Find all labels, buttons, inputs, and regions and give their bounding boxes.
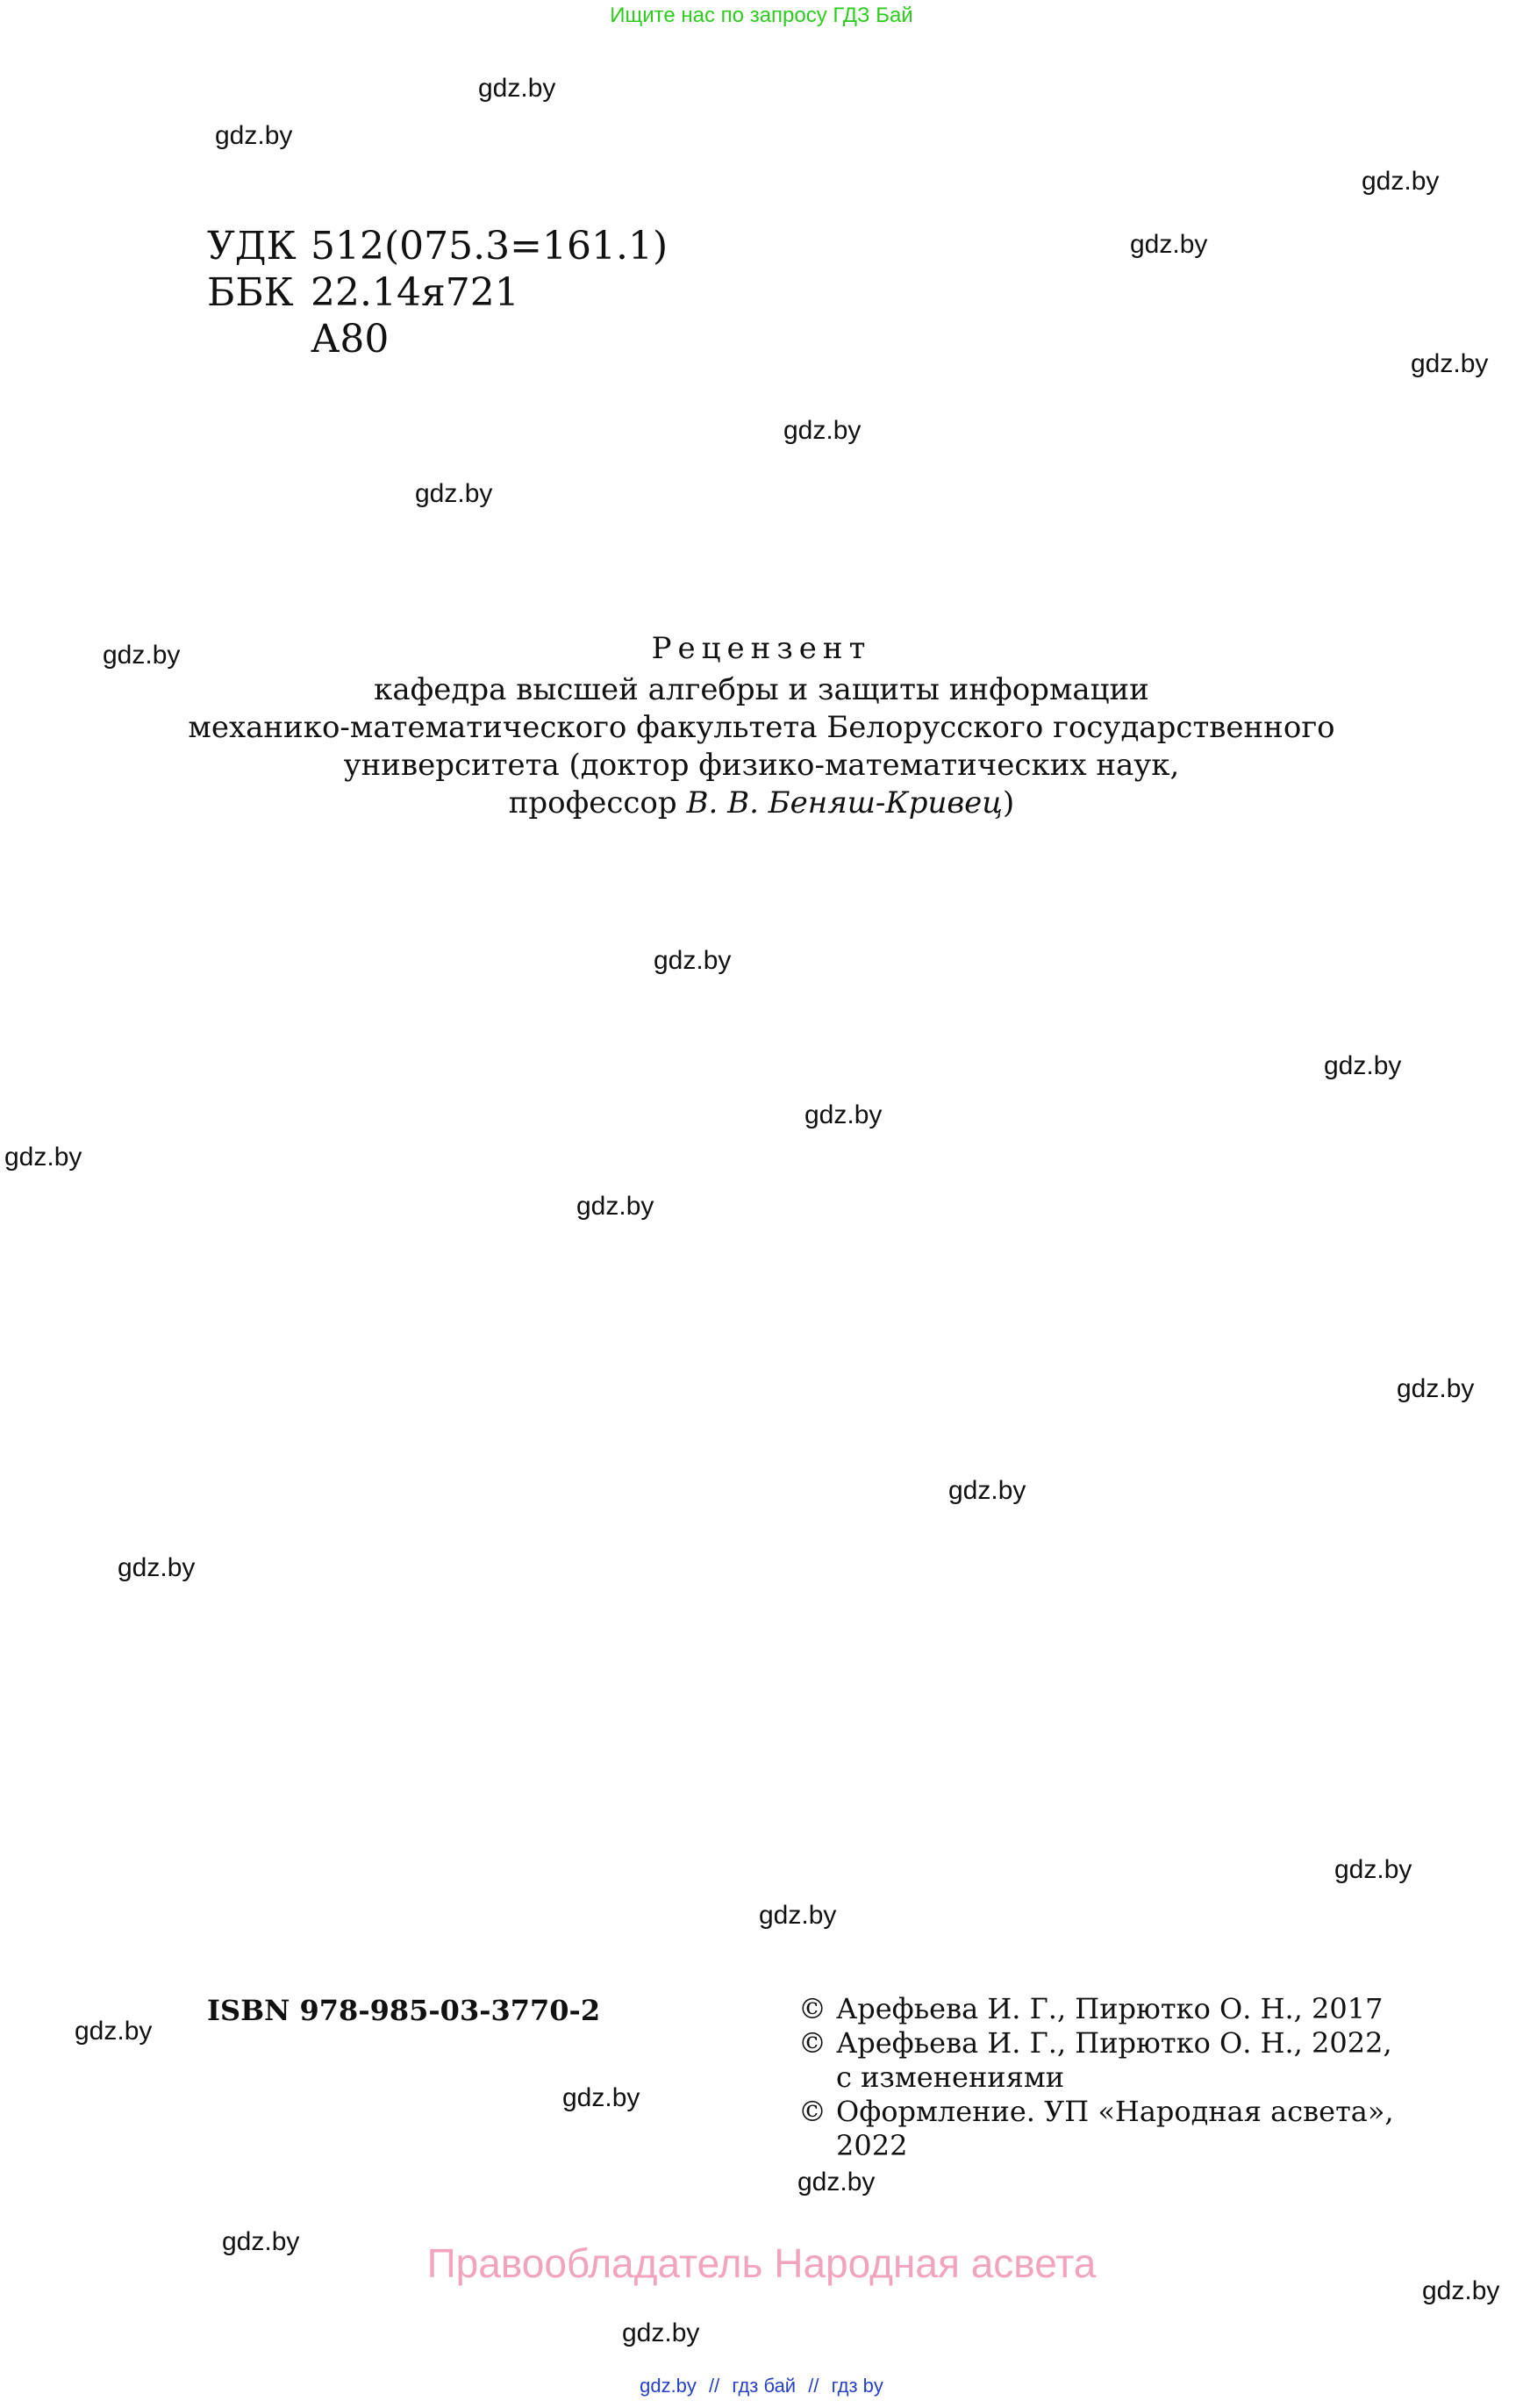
bbk-row (207, 269, 668, 316)
link-gdz-bai[interactable]: гдз бай (732, 2375, 797, 2397)
reviewer-line: университета (доктор физико-математических наук, (343, 748, 1180, 783)
watermark: gdz.by (1130, 230, 1208, 259)
reviewer-line: механико-математического факультета Белорусского государственного (188, 710, 1335, 745)
author-code-row (207, 316, 668, 362)
link-gdz-by-alt[interactable]: гдз by (831, 2375, 883, 2397)
copyright-item (798, 2095, 1415, 2163)
link-gdz-by[interactable]: gdz.by (640, 2375, 697, 2397)
reviewer-heading: Рецензент (651, 631, 872, 666)
watermark: gdz.by (622, 2318, 700, 2347)
watermark: gdz.by (215, 121, 293, 150)
watermark: gdz.by (1411, 349, 1489, 378)
copyright-item (798, 1992, 1415, 2026)
copyright-text: Арефьева И. Г., Пирютко О. Н., 2017 (836, 1992, 1384, 2025)
watermark: gdz.by (478, 74, 556, 103)
reviewer-block (0, 630, 1523, 822)
bbk-value: 22.14я721 (311, 270, 519, 315)
copyright-item (798, 2026, 1415, 2095)
link-separator: // (709, 2375, 720, 2397)
copyright-text: Оформление. УП «Народная асвета», 2022 (836, 2095, 1394, 2162)
reviewer-close: ) (1003, 785, 1015, 821)
reviewer-title: профессор (508, 785, 687, 821)
reviewer-name: В. В. Беняш-Кривец (686, 785, 1004, 821)
watermark: gdz.by (1362, 167, 1440, 196)
watermark: gdz.by (4, 1143, 82, 1172)
udk-value: 512(075.3=161.1) (311, 224, 669, 269)
link-separator: // (808, 2375, 819, 2397)
watermark: gdz.by (415, 479, 493, 508)
watermark: gdz.by (654, 946, 732, 975)
watermark: gdz.by (804, 1100, 883, 1129)
author-code: А80 (311, 317, 390, 362)
watermark: gdz.by (118, 1553, 196, 1582)
copyright-text: Арефьева И. Г., Пирютко О. Н., 2022, с изменениями (836, 2026, 1392, 2094)
watermark: gdz.by (783, 416, 862, 445)
watermark: gdz.by (948, 1476, 1026, 1505)
copyright-icon: © (798, 2095, 826, 2128)
rights-holder: Правообладатель Народная асвета (426, 2240, 1097, 2286)
copyright-icon: © (798, 1992, 826, 2025)
catalog-codes (207, 223, 668, 362)
isbn: ISBN 978-985-03-3770-2 (207, 1994, 601, 2027)
reviewer-line: кафедра высшей алгебры и защиты информации (374, 672, 1149, 707)
watermark: gdz.by (759, 1901, 837, 1930)
watermark: gdz.by (103, 641, 181, 670)
watermark: gdz.by (1397, 1374, 1475, 1403)
copyright-list (798, 1992, 1415, 2163)
watermark: gdz.by (222, 2227, 300, 2256)
bottom-links (0, 2375, 1523, 2397)
udk-label: УДК (207, 224, 297, 269)
watermark: gdz.by (562, 2083, 640, 2112)
top-banner: Ищите нас по запросу ГДЗ Бай (610, 4, 913, 27)
watermark: gdz.by (1334, 1855, 1412, 1884)
watermark: gdz.by (1422, 2276, 1500, 2305)
bbk-label: ББК (207, 270, 294, 315)
reviewer-line (0, 785, 1523, 822)
copyright-icon: © (798, 2026, 826, 2060)
watermark: gdz.by (797, 2168, 876, 2197)
watermark: gdz.by (75, 2017, 153, 2046)
udk-row (207, 223, 668, 269)
watermark: gdz.by (1324, 1051, 1402, 1080)
watermark: gdz.by (576, 1192, 654, 1221)
